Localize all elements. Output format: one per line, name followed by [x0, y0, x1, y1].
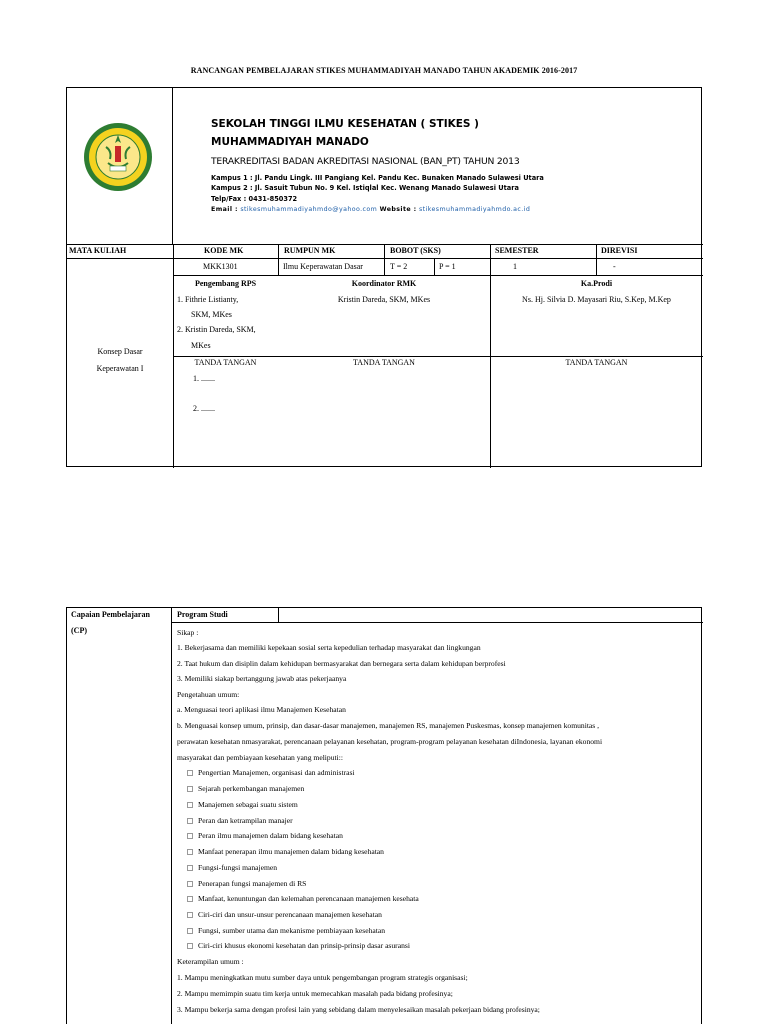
pengembang-item: 1. Fithrie Listianty, — [177, 295, 239, 304]
signature-line-1: 1. ....... — [193, 374, 215, 383]
bobot-t-value: T = 2 — [390, 262, 408, 271]
contact-line — [211, 206, 530, 213]
direvisi-value: - — [613, 262, 616, 271]
sikap-heading: Sikap : — [177, 628, 199, 637]
mata-kuliah-line1: Konsep Dasar — [97, 347, 143, 356]
campus1-address: Kampus 1 : Jl. Pandu Lingk. III Pangiang Kel. Pandu Kec. Bunaken Manado Sulawesi Utara — [211, 174, 544, 182]
divider — [173, 275, 703, 276]
topic-bullet: Peran dan ketrampilan manajer — [187, 816, 293, 825]
keterampilan-item: 2. Mampu memimpin suatu tim kerja untuk memecahkan masalah pada bidang profesinya; — [177, 989, 453, 998]
divider — [434, 259, 435, 276]
sikap-item: 2. Taat hukum dan disiplin dalam kehidupan bermasyarakat dan bernegara serta dalam kehidupan berprofesi — [177, 659, 506, 668]
cp-label-line1: Capaian Pembelajaran — [71, 610, 150, 619]
signature-label: TANDA TANGAN — [353, 358, 415, 367]
campus2-address: Kampus 2 : Jl. Sasuit Tubun No. 9 Kel. Istiqlal Kec. Wenang Manado Sulawesi Utara — [211, 184, 519, 192]
topic-bullet: Fungsi, sumber utama dan mekanisme pembiayaan kesehatan — [187, 926, 385, 935]
cp-label-line2: (CP) — [71, 626, 87, 635]
semester-value: 1 — [513, 262, 517, 271]
phone-fax: Telp/Fax : 0431-850372 — [211, 195, 298, 203]
divider — [384, 244, 385, 276]
logo-cell — [67, 88, 173, 244]
kaprodi-value: Ns. Hj. Silvia D. Mayasari Riu, S.Kep, M.Kep — [522, 295, 671, 304]
divider — [173, 356, 703, 357]
signature-label: TANDA TANGAN — [565, 358, 628, 367]
kode-mk-value: MKK1301 — [203, 262, 238, 271]
sikap-item: 3. Memiliki siakap bertanggung jawab atas pekerjaanya — [177, 674, 347, 683]
header-kode-mk: KODE MK — [204, 246, 244, 255]
pengembang-item: 2. Kristin Dareda, SKM, — [177, 325, 256, 334]
koordinator-value: Kristin Dareda, SKM, MKes — [337, 295, 431, 304]
pengetahuan-item: b. Menguasai konsep umum, prinsip, dan dasar-dasar manajemen, manajemen RS, manajemen Puskesmas, konsep manajemen komunitas , — [177, 721, 600, 730]
pengembang-label: Pengembang RPS — [194, 279, 257, 288]
email-label: Email : — [211, 206, 238, 213]
header-rumpun-mk: RUMPUN MK — [284, 246, 336, 255]
institution-name-line1: SEKOLAH TINGGI ILMU KESEHATAN ( STIKES ) — [211, 118, 479, 130]
topic-bullet: Ciri-ciri dan unsur-unsur perencanaan manajemen kesehatan — [187, 910, 382, 919]
keterampilan-item: 1. Mampu meningkatkan mutu sumber daya untuk pengembangan program strategis organisasi; — [177, 973, 468, 982]
header-bobot: BOBOT (SKS) — [390, 246, 441, 255]
pengetahuan-item: a. Menguasai teori aplikasi ilmu Manajemen Kesehatan — [177, 705, 346, 714]
rumpun-mk-value: Ilmu Keperawatan Dasar — [283, 262, 363, 271]
topic-bullet: Peran ilmu manajemen dalam bidang kesehatan — [187, 831, 343, 840]
divider — [278, 244, 279, 276]
pengembang-item: SKM, MKes — [191, 310, 232, 319]
mata-kuliah-line2: Keperawatan I — [96, 364, 144, 373]
keterampilan-item: 3. Mampu bekerja sama dengan profesi lain yang sebidang dalam menyelesaikan masalah pekerjaan bidang profesinya; — [177, 1005, 540, 1014]
header-direvisi: DIREVISI — [601, 246, 638, 255]
topic-bullet: Pengertian Manajemen, organisasi dan administrasi — [187, 768, 355, 777]
institution-name-line2: MUHAMMADIYAH MANADO — [211, 136, 369, 148]
koordinator-label: Koordinator RMK — [351, 279, 417, 288]
course-info-table — [66, 87, 702, 467]
accreditation-text: TERAKREDITASI BADAN AKREDITASI NASIONAL (BAN_PT) TAHUN 2013 — [211, 156, 520, 167]
pengetahuan-item: perawatan kesehatan nmasyarakat, perencanaan pelayanan kesehatan, program-program pelayanan kesehatan diIndonesia, layanan ekonomi — [177, 737, 603, 746]
header-semester: SEMESTER — [495, 246, 539, 255]
bobot-p-value: P = 1 — [439, 262, 456, 271]
topic-bullet: Manfaat, kenuntungan dan kelemahan perencanaan manajemen kesehata — [187, 894, 419, 903]
topic-bullet: Manfaat penerapan ilmu manajemen dalam bidang kesehatan — [187, 847, 384, 856]
pengembang-item: MKes — [191, 341, 211, 350]
course-table-header-row — [67, 244, 703, 259]
institution-header — [173, 88, 703, 244]
topic-bullet: Penerapan fungsi manajemen di RS — [187, 879, 306, 888]
pengetahuan-item: masyarakat dan pembiayaan kesehatan yang meliputi:: — [177, 753, 343, 762]
keterampilan-heading: Keterampilan umum : — [177, 957, 244, 966]
sikap-item: 1. Bekerjasama dan memiliki kepekaan sosial serta kepedulian terhadap masyarakat dan lingkungan — [177, 643, 481, 652]
topic-bullet: Ciri-ciri khusus ekonomi kesehatan dan prinsip-prinsip dasar asuransi — [187, 941, 410, 950]
header-mata-kuliah: MATA KULIAH — [69, 246, 127, 255]
signature-line-2: 2. ....... — [193, 404, 215, 413]
signature-label: TANDA TANGAN — [194, 358, 257, 367]
website-label: Website : — [379, 206, 417, 213]
topic-bullet: Manajemen sebagai suatu sistem — [187, 800, 298, 809]
divider — [278, 608, 279, 623]
pengetahuan-heading: Pengetahuan umum: — [177, 690, 240, 699]
document-title: RANCANGAN PEMBELAJARAN STIKES MUHAMMADIYAH MANADO TAHUN AKADEMIK 2016-2017 — [190, 66, 578, 75]
divider — [596, 244, 597, 276]
kaprodi-label: Ka.Prodi — [580, 279, 613, 288]
email-link[interactable]: stikesmuhammadiyahmdo@yahoo.com — [240, 206, 378, 213]
learning-outcomes-table — [66, 607, 702, 1024]
divider — [171, 622, 703, 623]
program-studi-label: Program Studi — [177, 610, 228, 619]
divider — [171, 608, 172, 1024]
website-link[interactable]: stikesmuhammadiyahmdo.ac.id — [418, 206, 531, 213]
topic-bullet: Fungsi-fungsi manajemen — [187, 863, 277, 872]
institution-logo — [82, 121, 154, 193]
topic-bullet: Sejarah perkembangan manajemen — [187, 784, 304, 793]
